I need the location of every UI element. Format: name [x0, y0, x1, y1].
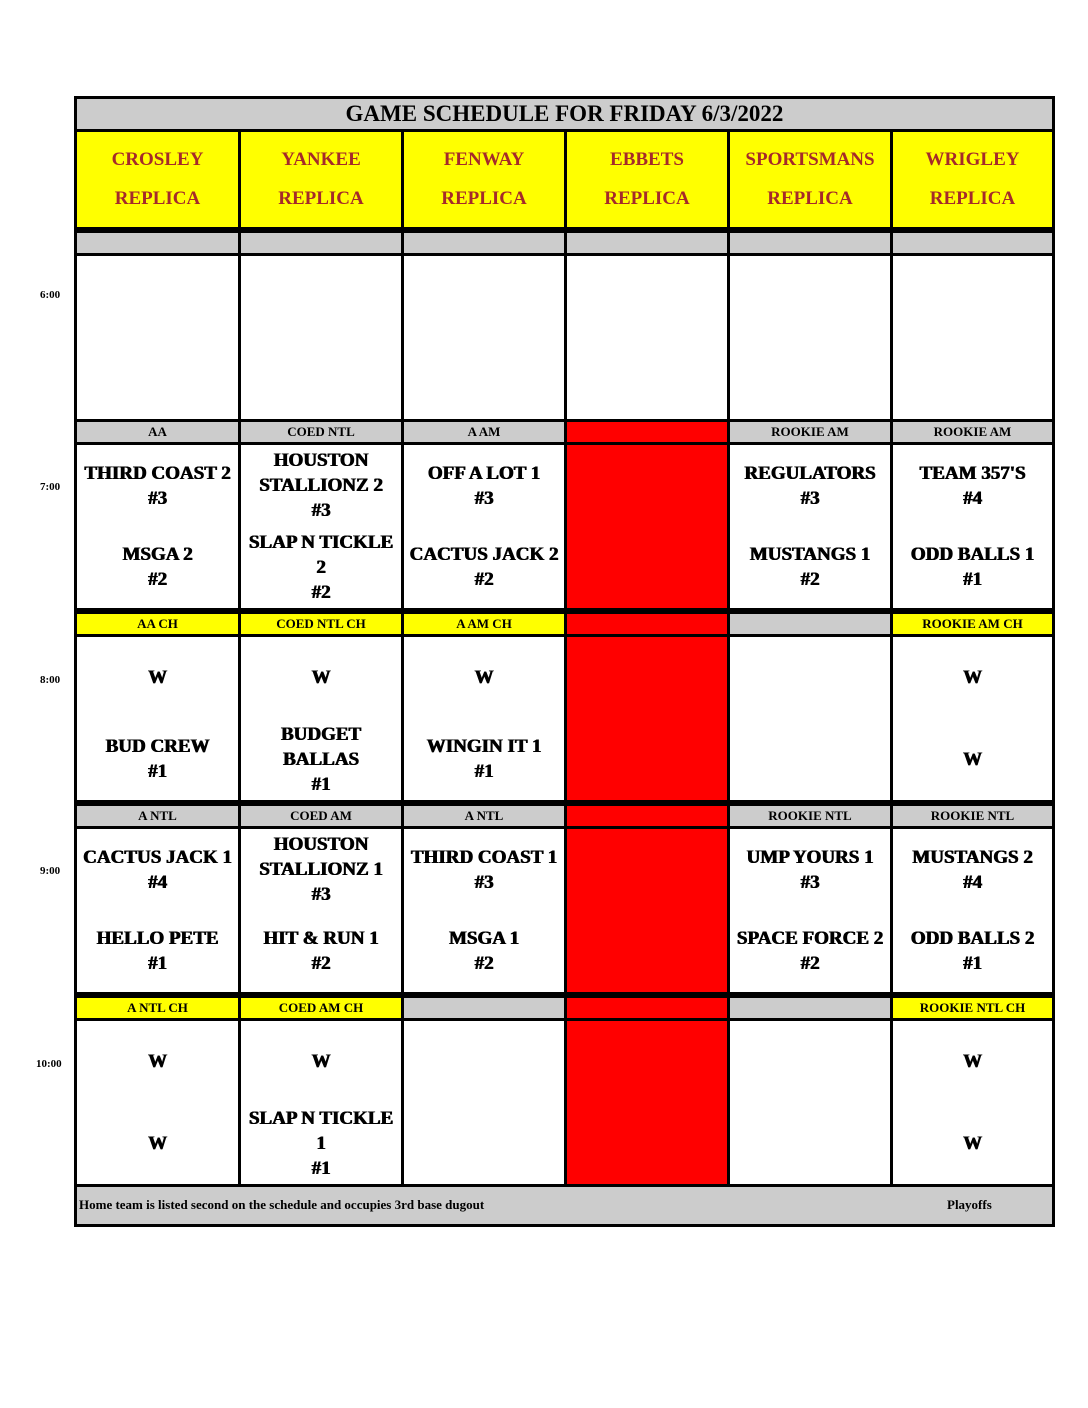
- home-team: [893, 911, 1052, 993]
- team-line: HELLO PETE: [96, 928, 219, 950]
- game-cell: [241, 1021, 401, 1184]
- home-team: [893, 719, 1052, 801]
- home-team: [77, 1103, 238, 1185]
- home-team: [730, 338, 890, 420]
- division-label: [893, 422, 1052, 442]
- home-team: [241, 338, 401, 420]
- field-header-line: CROSLEY: [111, 149, 204, 170]
- team-line: BUD CREW: [105, 736, 210, 758]
- game-cell: [730, 256, 890, 419]
- team-line: HIT & RUN 1: [263, 928, 379, 950]
- team-line: #2: [800, 569, 820, 591]
- team-line: REGULATORS: [744, 462, 876, 484]
- team-line: #3: [474, 487, 494, 509]
- away-team: [404, 1021, 564, 1103]
- game-cell: [404, 637, 564, 800]
- team-line: #4: [148, 871, 167, 893]
- team-line: W: [148, 667, 167, 689]
- schedule-table: [74, 96, 1055, 1227]
- division-label-text: A AM: [467, 424, 501, 439]
- team-line: #2: [311, 581, 331, 603]
- team-line: #3: [800, 871, 820, 893]
- field-header-line: REPLICA: [767, 188, 853, 209]
- home-team: [567, 911, 727, 993]
- footer-note: Home team is listed second on the schedule and occupies 3rd base dugout: [79, 1197, 485, 1212]
- team-line: TEAM 357'S: [919, 462, 1026, 484]
- division-label-text: COED AM: [290, 808, 352, 823]
- game-cell: [893, 637, 1052, 800]
- division-label-text: ROOKIE NTL: [768, 808, 852, 823]
- division-label: [241, 998, 401, 1018]
- division-label: [567, 422, 727, 442]
- game-cell: [241, 256, 401, 419]
- home-team: [893, 1103, 1052, 1185]
- team-line: W: [311, 1051, 331, 1073]
- schedule-footer: [77, 1187, 1052, 1224]
- time-label: 6:00: [40, 289, 61, 301]
- game-cell: [404, 256, 564, 419]
- division-label: [893, 998, 1052, 1018]
- field-header-line: REPLICA: [278, 188, 364, 209]
- division-label: [77, 614, 238, 634]
- field-header-line: SPORTSMANS: [745, 149, 875, 170]
- away-team: [893, 445, 1052, 527]
- team-line: CACTUS JACK 2: [409, 544, 559, 566]
- team-line: W: [963, 748, 982, 770]
- game-cell: [241, 445, 401, 608]
- home-team: [404, 527, 564, 609]
- schedule-title: [77, 99, 1052, 129]
- away-team: [730, 445, 890, 527]
- team-line: #4: [963, 871, 982, 893]
- team-line: W: [311, 667, 331, 689]
- home-team: [241, 527, 401, 609]
- team-line: #1: [148, 761, 167, 783]
- away-team: [730, 256, 890, 338]
- away-team: [893, 637, 1052, 719]
- game-cell: [404, 829, 564, 992]
- time-label: 8:00: [40, 674, 61, 686]
- away-team: [730, 637, 890, 719]
- away-team: [241, 829, 401, 911]
- division-label: [567, 998, 727, 1018]
- team-line: CACTUS JACK 1: [83, 846, 232, 868]
- game-cell: [77, 829, 238, 992]
- team-line: #3: [311, 884, 331, 906]
- division-label-text: ROOKIE AM: [933, 424, 1012, 439]
- team-line: MUSTANGS 1: [749, 544, 871, 566]
- team-line: #2: [800, 953, 820, 975]
- game-cell: [567, 829, 727, 992]
- team-line: STALLIONZ 1: [259, 859, 383, 881]
- team-line: W: [148, 1132, 167, 1154]
- team-line: W: [963, 1051, 982, 1073]
- team-line: MSGA 1: [448, 928, 520, 950]
- away-team: [241, 1021, 401, 1103]
- away-team: [77, 256, 238, 338]
- home-team: [404, 911, 564, 993]
- team-line: THIRD COAST 2: [84, 462, 231, 484]
- team-line: #3: [474, 871, 494, 893]
- field-header-0: [77, 132, 238, 227]
- home-team: [567, 719, 727, 801]
- team-line: UMP YOURS 1: [746, 846, 874, 868]
- team-line: #2: [148, 569, 167, 591]
- team-line: #3: [148, 487, 167, 509]
- home-team: [404, 719, 564, 801]
- division-label-text: A NTL: [464, 808, 504, 823]
- field-header-line: REPLICA: [929, 188, 1016, 209]
- field-header-line: REPLICA: [604, 188, 690, 209]
- division-label-text: ROOKIE AM: [771, 424, 849, 439]
- footer-legend: Playoffs: [947, 1197, 992, 1212]
- home-team: [77, 719, 238, 801]
- team-line: #1: [963, 953, 982, 975]
- game-cell: [77, 445, 238, 608]
- team-line: #4: [963, 487, 982, 509]
- away-team: [77, 637, 238, 719]
- away-team: [730, 829, 890, 911]
- division-label: [77, 806, 238, 826]
- team-line: ODD BALLS 1: [910, 544, 1035, 566]
- team-line: SLAP N TICKLE: [248, 531, 394, 553]
- field-header-line: YANKEE: [281, 149, 361, 170]
- home-team: [77, 338, 238, 420]
- game-cell: [730, 1021, 890, 1184]
- division-label: [241, 233, 401, 253]
- home-team: [567, 527, 727, 609]
- away-team: [567, 1021, 727, 1103]
- team-line: #3: [311, 500, 331, 522]
- team-line: #2: [474, 569, 494, 591]
- game-cell: [730, 829, 890, 992]
- game-cell: [893, 1021, 1052, 1184]
- home-team: [893, 527, 1052, 609]
- field-header-line: FENWAY: [443, 149, 525, 170]
- division-label: [730, 998, 890, 1018]
- division-label-text: AA: [148, 424, 167, 439]
- game-cell: [567, 637, 727, 800]
- game-cell: [567, 1021, 727, 1184]
- team-line: W: [148, 1051, 167, 1073]
- game-cell: [567, 445, 727, 608]
- team-line: W: [963, 1132, 982, 1154]
- game-cell: [567, 256, 727, 419]
- team-line: #1: [311, 773, 331, 795]
- division-label-text: A NTL CH: [127, 1000, 188, 1015]
- division-label: [77, 233, 238, 253]
- away-team: [567, 829, 727, 911]
- team-line: MUSTANGS 2: [912, 846, 1033, 868]
- home-team: [241, 1103, 401, 1185]
- field-header-2: [404, 132, 564, 227]
- game-cell: [77, 637, 238, 800]
- away-team: [77, 445, 238, 527]
- division-label-text: ROOKIE NTL CH: [919, 1000, 1026, 1015]
- away-team: [404, 637, 564, 719]
- team-line: W: [963, 667, 982, 689]
- division-label: [730, 422, 890, 442]
- away-team: [404, 829, 564, 911]
- division-label: [241, 806, 401, 826]
- game-cell: [730, 445, 890, 608]
- team-line: #1: [148, 953, 167, 975]
- game-cell: [241, 637, 401, 800]
- team-line: W: [474, 667, 494, 689]
- team-line: 1: [316, 1132, 326, 1154]
- division-label: [893, 614, 1052, 634]
- home-team: [241, 911, 401, 993]
- game-cell: [893, 256, 1052, 419]
- game-cell: [730, 637, 890, 800]
- away-team: [77, 829, 238, 911]
- division-label: [404, 233, 564, 253]
- home-team: [730, 719, 890, 801]
- field-header-5: [893, 132, 1052, 227]
- away-team: [241, 445, 401, 527]
- team-line: WINGIN IT 1: [426, 736, 542, 758]
- team-line: BALLAS: [282, 748, 360, 770]
- team-line: MSGA 2: [122, 544, 193, 566]
- home-team: [730, 911, 890, 993]
- home-team: [404, 338, 564, 420]
- division-label: [241, 422, 401, 442]
- game-cell: [77, 256, 238, 419]
- home-team: [404, 1103, 564, 1185]
- division-label: [567, 806, 727, 826]
- team-line: BUDGET: [280, 723, 362, 745]
- team-line: SPACE FORCE 2: [736, 928, 884, 950]
- away-team: [567, 445, 727, 527]
- away-team: [404, 445, 564, 527]
- away-team: [730, 1021, 890, 1103]
- game-cell: [241, 829, 401, 992]
- division-label: [77, 422, 238, 442]
- division-label: [404, 998, 564, 1018]
- team-line: SLAP N TICKLE: [248, 1107, 394, 1129]
- home-team: [893, 338, 1052, 420]
- time-label: 7:00: [40, 481, 61, 493]
- division-label: [893, 233, 1052, 253]
- game-cell: [404, 445, 564, 608]
- field-header-1: [241, 132, 401, 227]
- division-label: [730, 233, 890, 253]
- home-team: [77, 911, 238, 993]
- home-team: [567, 338, 727, 420]
- home-team: [730, 1103, 890, 1185]
- team-line: ODD BALLS 2: [910, 928, 1035, 950]
- division-label-text: A AM CH: [456, 616, 512, 631]
- division-label: [893, 806, 1052, 826]
- time-label: 9:00: [40, 865, 61, 877]
- division-label: [404, 422, 564, 442]
- game-cell: [77, 1021, 238, 1184]
- field-header-line: REPLICA: [114, 188, 201, 209]
- time-label: 10:00: [36, 1058, 62, 1070]
- field-header-line: EBBETS: [610, 149, 684, 170]
- team-line: HOUSTON: [273, 450, 369, 472]
- team-line: #1: [474, 761, 494, 783]
- division-label: [730, 614, 890, 634]
- division-label-text: ROOKIE AM CH: [922, 616, 1023, 631]
- field-header-3: [567, 132, 727, 227]
- division-label: [567, 614, 727, 634]
- away-team: [893, 829, 1052, 911]
- away-team: [77, 1021, 238, 1103]
- home-team: [567, 1103, 727, 1185]
- division-label-text: AA CH: [137, 616, 178, 631]
- division-label-text: COED NTL CH: [276, 616, 366, 631]
- away-team: [241, 637, 401, 719]
- division-label-text: A NTL: [138, 808, 177, 823]
- field-header-4: [730, 132, 890, 227]
- team-line: HOUSTON: [273, 834, 369, 856]
- away-team: [567, 637, 727, 719]
- away-team: [404, 256, 564, 338]
- division-label-text: COED NTL: [287, 424, 355, 439]
- team-line: #2: [311, 953, 331, 975]
- away-team: [893, 1021, 1052, 1103]
- away-team: [893, 256, 1052, 338]
- home-team: [77, 527, 238, 609]
- division-label: [730, 806, 890, 826]
- team-line: #3: [800, 487, 820, 509]
- away-team: [567, 256, 727, 338]
- division-label: [77, 998, 238, 1018]
- home-team: [730, 527, 890, 609]
- field-header-line: REPLICA: [441, 188, 527, 209]
- division-label-text: COED AM CH: [278, 1000, 364, 1015]
- team-line: 2: [316, 556, 326, 578]
- team-line: #2: [474, 953, 494, 975]
- away-team: [241, 256, 401, 338]
- division-label: [404, 614, 564, 634]
- division-label: [404, 806, 564, 826]
- home-team: [241, 719, 401, 801]
- division-label: [241, 614, 401, 634]
- game-cell: [893, 445, 1052, 608]
- division-label-text: ROOKIE NTL: [930, 808, 1015, 823]
- team-line: STALLIONZ 2: [259, 475, 383, 497]
- schedule-title-text: GAME SCHEDULE FOR FRIDAY 6/3/2022: [345, 101, 784, 126]
- division-label: [567, 233, 727, 253]
- game-cell: [404, 1021, 564, 1184]
- team-line: OFF A LOT 1: [427, 462, 541, 484]
- team-line: #1: [311, 1157, 331, 1179]
- field-header-line: WRIGLEY: [925, 149, 1020, 170]
- team-line: THIRD COAST 1: [410, 846, 558, 868]
- team-line: #1: [963, 569, 982, 591]
- game-cell: [893, 829, 1052, 992]
